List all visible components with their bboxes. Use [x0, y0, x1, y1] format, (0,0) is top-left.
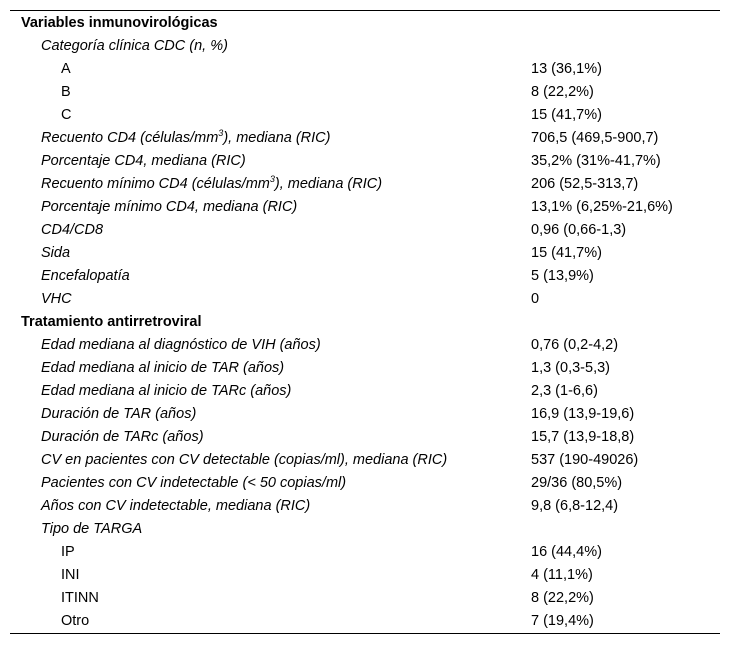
row-value: 35,2% (31%-41,7%) [531, 153, 661, 169]
row-value: 706,5 (469,5-900,7) [531, 130, 659, 146]
table-row [10, 81, 720, 104]
row-value: 13,1% (6,25%-21,6%) [531, 199, 673, 215]
row-label: Tipo de TARGA [41, 521, 143, 537]
row-value: 13 (36,1%) [531, 61, 602, 77]
row-label: VHC [41, 291, 72, 307]
row-value: 15 (41,7%) [531, 245, 602, 261]
table-row [10, 357, 720, 380]
table-row [10, 472, 720, 495]
row-value: 0 [531, 291, 540, 307]
table-row [10, 219, 720, 242]
row-value: 8 (22,2%) [531, 590, 594, 606]
label-text: Recuento mínimo CD4 (células/mm [41, 176, 270, 192]
row-value: 5 (13,9%) [531, 268, 594, 284]
row-label: Edad mediana al diagnóstico de VIH (años) [41, 337, 321, 353]
table-row [10, 426, 720, 449]
characteristics-table [10, 10, 720, 634]
superscript: 3 [269, 174, 275, 185]
row-label: Porcentaje CD4, mediana (RIC) [41, 153, 246, 169]
row-value: 9,8 (6,8-12,4) [531, 498, 619, 514]
row-value: 7 (19,4%) [531, 613, 594, 629]
table-row [10, 58, 720, 81]
label-text: Recuento CD4 (células/mm [41, 130, 219, 146]
table-row [10, 403, 720, 426]
row-label: C [61, 107, 72, 123]
row-label: A [61, 61, 71, 77]
table-row [10, 173, 720, 196]
table-row [10, 104, 720, 127]
row-label [41, 127, 330, 150]
row-value: 2,3 (1-6,6) [531, 383, 598, 399]
row-label: Otro [61, 613, 90, 629]
row-label: Años con CV indetectable, mediana (RIC) [41, 498, 311, 514]
table-row [10, 564, 720, 587]
label-text: ), mediana (RIC) [274, 176, 383, 192]
table-row [10, 288, 720, 311]
row-label: Sida [41, 245, 71, 261]
table-row [10, 380, 720, 403]
superscript: 3 [218, 128, 224, 139]
row-value: 16,9 (13,9-19,6) [531, 406, 635, 422]
row-label: Categoría clínica CDC (n, %) [41, 38, 228, 54]
section-header: Tratamiento antirretroviral [21, 314, 202, 330]
table-row [10, 610, 720, 633]
table-row [10, 587, 720, 610]
table-row [10, 495, 720, 518]
table-row [10, 518, 720, 541]
table-row [10, 449, 720, 472]
table-row [10, 541, 720, 564]
table-row [10, 334, 720, 357]
row-value: 206 (52,5-313,7) [531, 176, 639, 192]
row-value: 537 (190-49026) [531, 452, 639, 468]
row-label: ITINN [61, 590, 99, 606]
row-label: Duración de TARc (años) [41, 429, 204, 445]
section-header: Variables inmunovirológicas [21, 15, 218, 31]
row-value: 0,96 (0,66-1,3) [531, 222, 627, 238]
section-header-row [10, 12, 720, 35]
row-label: CD4/CD8 [41, 222, 104, 238]
row-label [41, 173, 382, 196]
table-row [10, 150, 720, 173]
row-label: B [61, 84, 71, 100]
row-value: 1,3 (0,3-5,3) [531, 360, 610, 376]
row-value: 16 (44,4%) [531, 544, 602, 560]
row-value: 15 (41,7%) [531, 107, 602, 123]
row-value: 0,76 (0,2-4,2) [531, 337, 619, 353]
table-row [10, 242, 720, 265]
row-value: 4 (11,1%) [531, 567, 593, 583]
row-label: CV en pacientes con CV detectable (copias/ml), mediana (RIC) [41, 452, 448, 468]
row-value: 15,7 (13,9-18,8) [531, 429, 635, 445]
table-row [10, 35, 720, 58]
table-row [10, 265, 720, 288]
row-label: Porcentaje mínimo CD4, mediana (RIC) [41, 199, 298, 215]
table-row [10, 127, 720, 150]
row-value: 8 (22,2%) [531, 84, 594, 100]
table-row [10, 196, 720, 219]
row-label: INI [61, 567, 80, 583]
row-value: 29/36 (80,5%) [531, 475, 623, 491]
row-label: Pacientes con CV indetectable (< 50 copias/ml) [41, 475, 347, 491]
row-label: Duración de TAR (años) [41, 406, 197, 422]
row-label: Edad mediana al inicio de TAR (años) [41, 360, 285, 376]
row-label: Encefalopatía [41, 268, 130, 284]
section-header-row [10, 311, 720, 334]
label-text: ), mediana (RIC) [223, 130, 331, 146]
row-label: IP [61, 544, 75, 560]
row-label: Edad mediana al inicio de TARc (años) [41, 383, 292, 399]
